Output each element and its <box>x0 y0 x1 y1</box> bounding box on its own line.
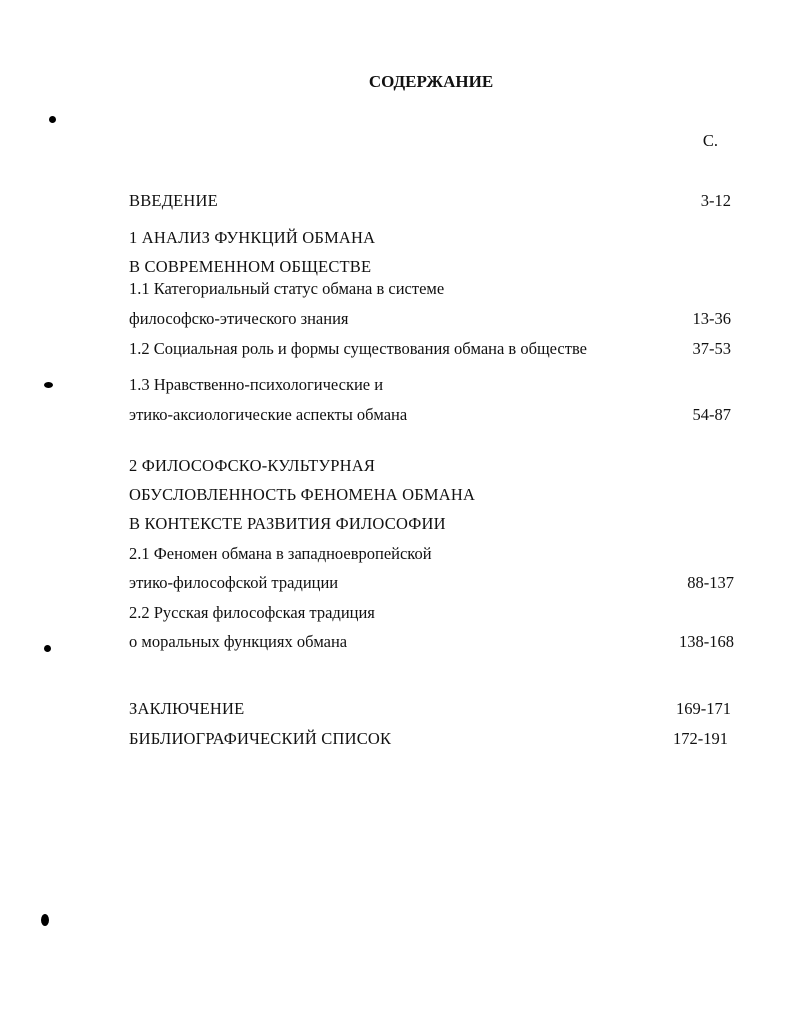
toc-page-section-1-1: 13-36 <box>692 309 731 328</box>
toc-chapter-2-line-3[interactable]: В КОНТЕКСТЕ РАЗВИТИЯ ФИЛОСОФИИ <box>129 514 446 533</box>
toc-entry-conclusion[interactable]: ЗАКЛЮЧЕНИЕ <box>129 699 245 718</box>
toc-page-section-1-2: 37-53 <box>692 339 731 358</box>
toc-page-bibliography: 172-191 <box>673 729 728 748</box>
toc-chapter-2-line-1[interactable]: 2 ФИЛОСОФСКО-КУЛЬТУРНАЯ <box>129 456 376 475</box>
scan-speck <box>41 914 49 926</box>
toc-section-1-2[interactable]: 1.2 Социальная роль и формы существования обмана в обществе <box>129 339 587 358</box>
toc-section-1-3-line-1[interactable]: 1.3 Нравственно-психологические и <box>129 375 384 394</box>
toc-page-section-2-2: 138-168 <box>679 632 734 651</box>
toc-entry-bibliography[interactable]: БИБЛИОГРАФИЧЕСКИЙ СПИСОК <box>129 729 392 748</box>
toc-chapter-2-line-2[interactable]: ОБУСЛОВЛЕННОСТЬ ФЕНОМЕНА ОБМАНА <box>129 485 476 504</box>
toc-section-2-1-line-1[interactable]: 2.1 Феномен обмана в западноевропейской <box>129 544 432 563</box>
toc-page-introduction: 3-12 <box>700 191 731 210</box>
toc-section-1-3-line-2[interactable]: этико-аксиологические аспекты обмана <box>129 405 408 424</box>
toc-chapter-1-line-2[interactable]: В СОВРЕМЕННОМ ОБЩЕСТВЕ <box>129 257 372 276</box>
toc-section-1-1-line-2[interactable]: философско-этического знания <box>129 309 349 328</box>
page-column-label: С. <box>702 131 718 150</box>
toc-entry-introduction[interactable]: ВВЕДЕНИЕ <box>129 191 218 210</box>
scan-speck <box>49 116 56 123</box>
toc-chapter-1-line-1[interactable]: 1 АНАЛИЗ ФУНКЦИЙ ОБМАНА <box>129 228 376 247</box>
scan-speck <box>44 645 51 652</box>
toc-section-2-1-line-2[interactable]: этико-философской традиции <box>129 573 339 592</box>
page-title: СОДЕРЖАНИЕ <box>368 72 494 91</box>
toc-page-section-2-1: 88-137 <box>687 573 734 592</box>
scan-speck <box>44 382 53 388</box>
toc-page-section-1-3: 54-87 <box>692 405 731 424</box>
toc-section-1-1-line-1[interactable]: 1.1 Категориальный статус обмана в системе <box>129 279 445 298</box>
toc-page-conclusion: 169-171 <box>676 699 731 718</box>
toc-section-2-2-line-2[interactable]: о моральных функциях обмана <box>129 632 348 651</box>
toc-section-2-2-line-1[interactable]: 2.2 Русская философская традиция <box>129 603 375 622</box>
